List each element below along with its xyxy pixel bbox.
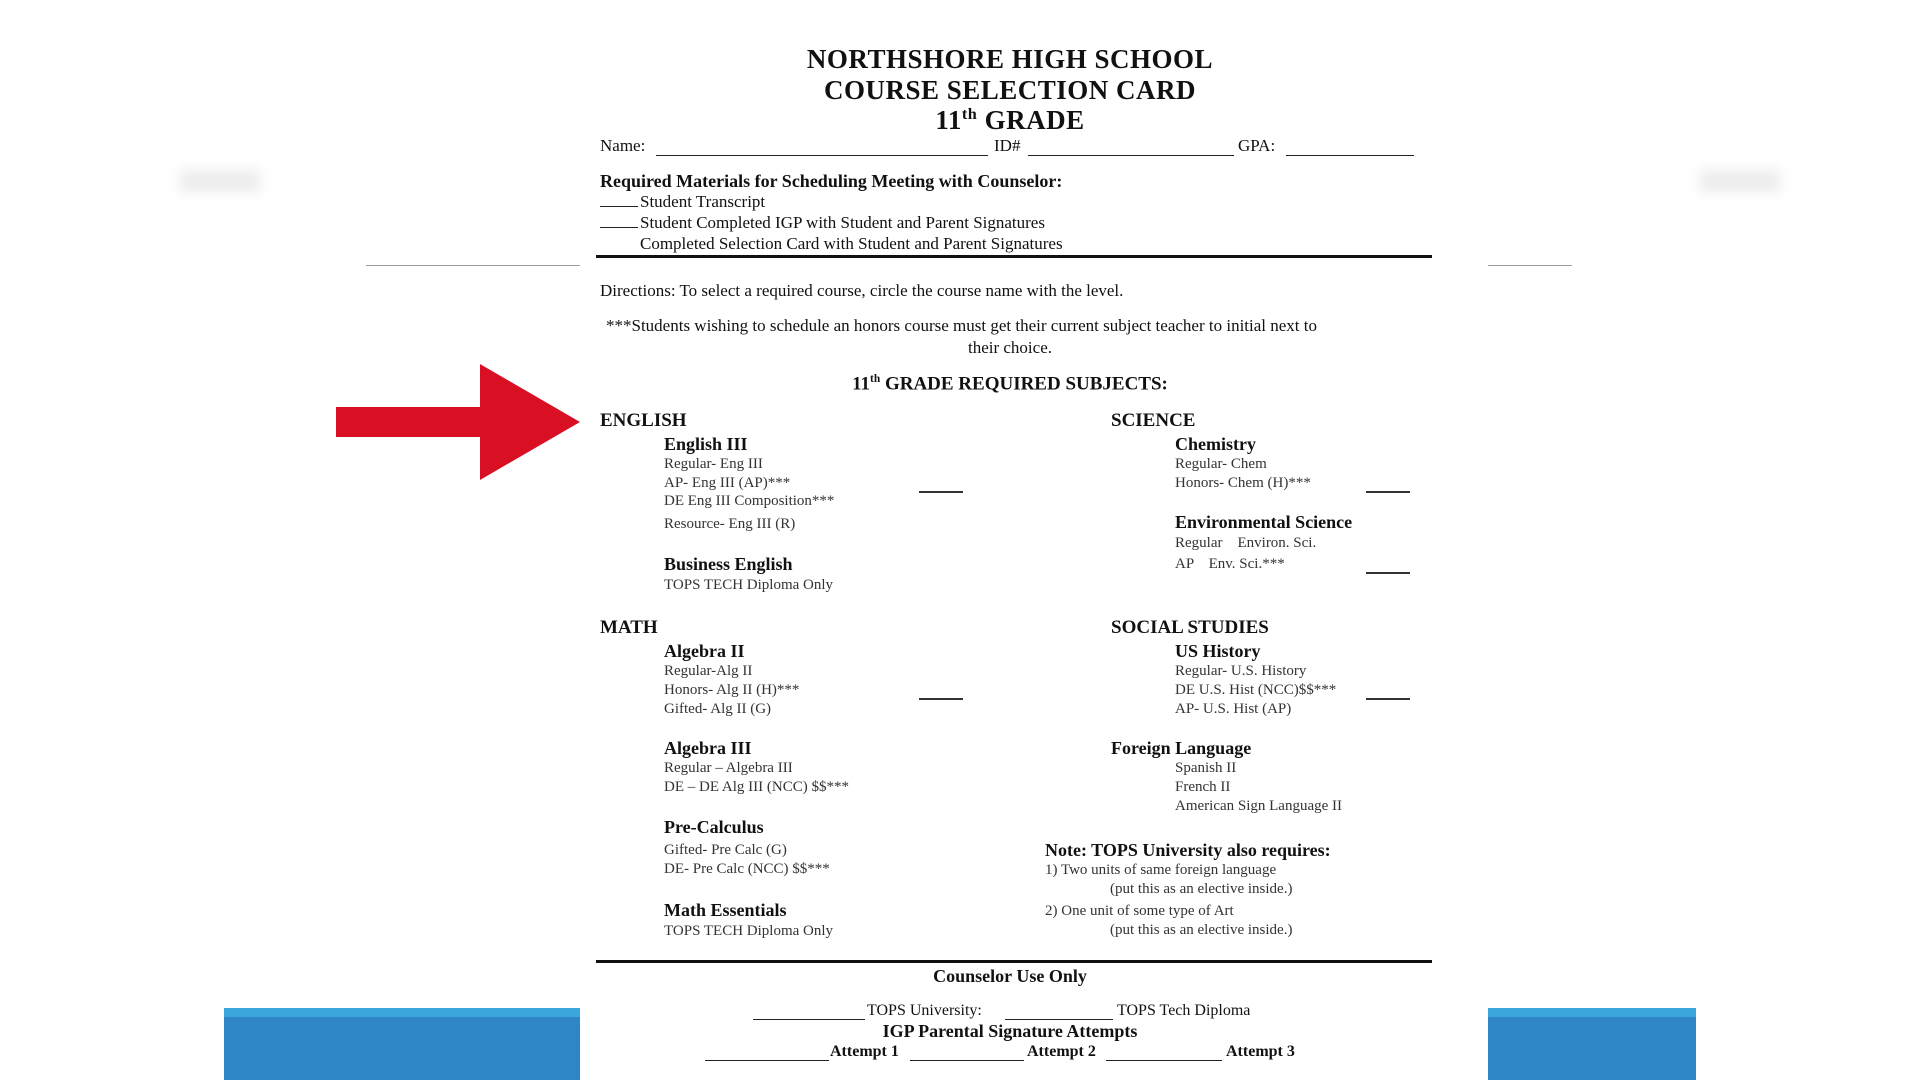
- tops-note-line2-detail: (put this as an elective inside.): [1110, 922, 1293, 938]
- attempt1-blank[interactable]: [705, 1060, 829, 1061]
- card-title: COURSE SELECTION CARD: [823, 75, 1197, 105]
- attempt3-blank[interactable]: [1106, 1060, 1222, 1061]
- material-item: [600, 213, 1045, 233]
- teacher-initial-line[interactable]: [1366, 698, 1410, 700]
- required-rest: GRADE REQUIRED SUBJECTS:: [880, 373, 1168, 395]
- teacher-initial-line[interactable]: [1366, 491, 1410, 493]
- course-option[interactable]: Regular- Eng III: [664, 456, 763, 472]
- slide-blur-left: [180, 170, 260, 192]
- attempt1-label: Attempt 1: [830, 1043, 899, 1060]
- math-heading: MATH: [600, 617, 658, 638]
- course-option[interactable]: Regular Environ. Sci.: [1175, 535, 1317, 551]
- name-label: Name:: [600, 136, 646, 155]
- material-item-text: Student Completed IGP with Student and Parent Signatures: [640, 213, 1045, 232]
- tops-note-line1: 1) Two units of same foreign language: [1045, 862, 1277, 878]
- social-studies-heading: SOCIAL STUDIES: [1111, 617, 1269, 638]
- honors-note-line2: their choice.: [967, 338, 1052, 357]
- english-heading: ENGLISH: [600, 410, 687, 431]
- course-option[interactable]: Regular – Algebra III: [664, 760, 793, 776]
- school-title: NORTHSHORE HIGH SCHOOL: [806, 44, 1214, 74]
- course-option[interactable]: DE U.S. Hist (NCC)$$***: [1175, 682, 1337, 698]
- course-option[interactable]: AP- Eng III (AP)***: [664, 475, 791, 491]
- course-option[interactable]: Gifted- Alg II (G): [664, 701, 772, 717]
- environmental-science-title: Environmental Science: [1175, 512, 1353, 532]
- id-label: ID#: [994, 136, 1021, 155]
- course-option[interactable]: Regular- U.S. History: [1175, 663, 1307, 679]
- pre-calculus-title: Pre-Calculus: [664, 817, 764, 837]
- course-selection-card: [580, 0, 1440, 1080]
- section-rule-bottom: [596, 960, 1432, 963]
- material-item: [600, 234, 1063, 254]
- course-option[interactable]: DE – DE Alg III (NCC) $$***: [664, 779, 849, 795]
- grade-title-rest: GRADE: [977, 105, 1085, 135]
- material-item-text: Student Transcript: [640, 192, 766, 211]
- course-option[interactable]: Honors- Chem (H)***: [1175, 475, 1311, 491]
- gpa-field[interactable]: [1286, 155, 1414, 156]
- course-option[interactable]: AP- U.S. Hist (AP): [1175, 701, 1292, 717]
- algebra-ii-title: Algebra II: [664, 641, 745, 661]
- slide-blur-right: [1700, 170, 1780, 192]
- course-option[interactable]: Resource- Eng III (R): [664, 516, 796, 532]
- gpa-label: GPA:: [1238, 136, 1276, 155]
- course-option[interactable]: TOPS TECH Diploma Only: [664, 577, 834, 593]
- tops-university-blank[interactable]: [753, 1019, 865, 1020]
- material-item-text: Completed Selection Card with Student and Parent Signatures: [640, 234, 1063, 253]
- counselor-heading: Counselor Use Only: [933, 966, 1087, 986]
- tops-note-heading: Note: TOPS University also requires:: [1045, 840, 1331, 860]
- course-option[interactable]: DE- Pre Calc (NCC) $$***: [664, 861, 830, 877]
- course-option[interactable]: French II: [1175, 779, 1231, 795]
- materials-heading: Required Materials for Scheduling Meeting with Counselor:: [600, 171, 1063, 191]
- course-option[interactable]: DE Eng III Composition***: [664, 493, 835, 509]
- material-checkbox[interactable]: [600, 194, 638, 207]
- course-option[interactable]: Regular- Chem: [1175, 456, 1267, 472]
- grade-title-number: 11: [935, 105, 962, 135]
- grade-title: [580, 105, 1440, 136]
- slide-footer-bar-right: [1488, 1008, 1696, 1080]
- foreign-language-title: Foreign Language: [1111, 738, 1252, 758]
- tops-university-label: TOPS University:: [867, 1002, 982, 1019]
- teacher-initial-line[interactable]: [919, 698, 963, 700]
- required-subjects-heading: [580, 373, 1440, 395]
- english-iii-title: English III: [664, 434, 748, 454]
- course-option[interactable]: Regular-Alg II: [664, 663, 753, 679]
- tops-tech-blank[interactable]: [1005, 1019, 1113, 1020]
- directions-text: Directions: To select a required course, circle the course name with the level.: [600, 281, 1124, 300]
- course-option[interactable]: American Sign Language II: [1175, 798, 1343, 814]
- chemistry-title: Chemistry: [1175, 434, 1256, 454]
- section-rule-top: [596, 255, 1432, 258]
- teacher-initial-line[interactable]: [1366, 572, 1410, 574]
- us-history-title: US History: [1175, 641, 1261, 661]
- slide-footer-bar-left: [224, 1008, 580, 1080]
- material-item: [600, 192, 765, 212]
- math-essentials-title: Math Essentials: [664, 900, 787, 920]
- id-field[interactable]: [1028, 155, 1234, 156]
- material-checkbox[interactable]: [600, 236, 638, 249]
- course-option[interactable]: Spanish II: [1175, 760, 1237, 776]
- course-option[interactable]: Gifted- Pre Calc (G): [664, 842, 787, 858]
- course-option[interactable]: AP Env. Sci.***: [1175, 556, 1285, 572]
- science-heading: SCIENCE: [1111, 410, 1196, 431]
- material-checkbox[interactable]: [600, 215, 638, 228]
- teacher-initial-line[interactable]: [919, 491, 963, 493]
- course-option[interactable]: Honors- Alg II (H)***: [664, 682, 800, 698]
- required-sup: th: [870, 373, 881, 385]
- attempt3-label: Attempt 3: [1226, 1043, 1295, 1060]
- attempt2-blank[interactable]: [910, 1060, 1024, 1061]
- slide-divider-right: [1488, 265, 1572, 266]
- course-option[interactable]: TOPS TECH Diploma Only: [664, 923, 834, 939]
- required-num: 11: [852, 373, 871, 395]
- name-field[interactable]: [656, 155, 988, 156]
- business-english-title: Business English: [664, 554, 793, 574]
- tops-note-line2: 2) One unit of some type of Art: [1045, 903, 1234, 919]
- red-arrow-icon: [336, 364, 580, 480]
- honors-note-line1: ***Students wishing to schedule an honors course must get their current subject teacher to initial next to: [606, 316, 1318, 335]
- tops-tech-label: TOPS Tech Diploma: [1117, 1002, 1251, 1019]
- attempt2-label: Attempt 2: [1027, 1043, 1096, 1060]
- tops-note-line1-detail: (put this as an elective inside.): [1110, 881, 1293, 897]
- grade-title-sup: th: [961, 105, 978, 123]
- igp-heading: IGP Parental Signature Attempts: [882, 1021, 1138, 1041]
- slide-divider-left: [366, 265, 580, 266]
- algebra-iii-title: Algebra III: [664, 738, 752, 758]
